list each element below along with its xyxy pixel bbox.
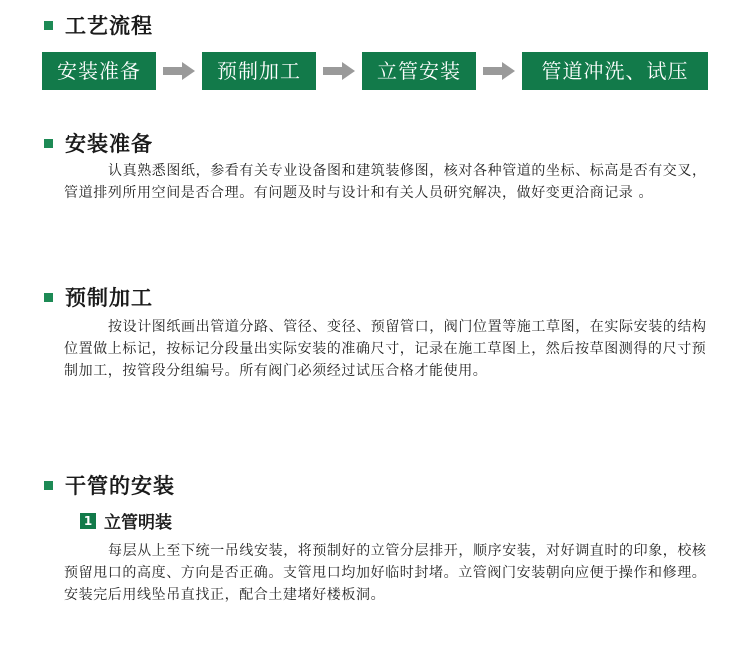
process-heading	[44, 10, 153, 40]
subsection-paragraph: 每层从上至下统一吊线安装，将预制好的立管分层排开，顺序安装，对好调直时的印象，校核预留甩口的高度、方向是否正确。支管甩口均加好临时封堵。立管阀门安装朝向应便于操作和修理。安装完后用线坠吊直找正，配合土建堵好楼板洞。	[64, 543, 707, 603]
flow-step-1: 安装准备	[42, 52, 156, 90]
flow-step-2: 预制加工	[202, 52, 316, 90]
subsection-heading	[80, 508, 172, 533]
arrow-right-icon	[156, 62, 202, 80]
square-bullet-icon	[44, 293, 53, 302]
section-paragraph: 认真熟悉图纸，参看有关专业设备图和建筑装修图，核对各种管道的坐标、标高是否有交叉，管道排列所用空间是否合理。有问题及时与设计和有关人员研究解决，做好变更洽商记录 。	[64, 163, 707, 201]
subsection-title: 立管明装	[104, 513, 172, 533]
square-bullet-icon	[44, 139, 53, 148]
arrow-right-icon	[316, 62, 362, 80]
subsection-number-badge: 1	[80, 513, 96, 529]
section-title: 安装准备	[65, 132, 153, 156]
section-heading-preparation	[44, 128, 153, 158]
section-heading-main-pipe	[44, 470, 175, 500]
flow-step-4: 管道冲洗、试压	[522, 52, 708, 90]
process-title: 工艺流程	[65, 14, 153, 38]
arrow-right-icon	[476, 62, 522, 80]
square-bullet-icon	[44, 21, 53, 30]
section-title: 干管的安装	[65, 474, 175, 498]
section-heading-prefabrication	[44, 282, 153, 312]
process-flow	[42, 52, 708, 90]
square-bullet-icon	[44, 481, 53, 490]
section-title: 预制加工	[65, 286, 153, 310]
flow-step-3: 立管安装	[362, 52, 476, 90]
section-paragraph: 按设计图纸画出管道分路、管径、变径、预留管口，阀门位置等施工草图，在实际安装的结构位置做上标记，按标记分段量出实际安装的准确尺寸，记录在施工草图上，然后按草图测得的尺寸预制加工，按管段分组编号。所有阀门必须经过试压合格才能使用。	[64, 319, 707, 379]
